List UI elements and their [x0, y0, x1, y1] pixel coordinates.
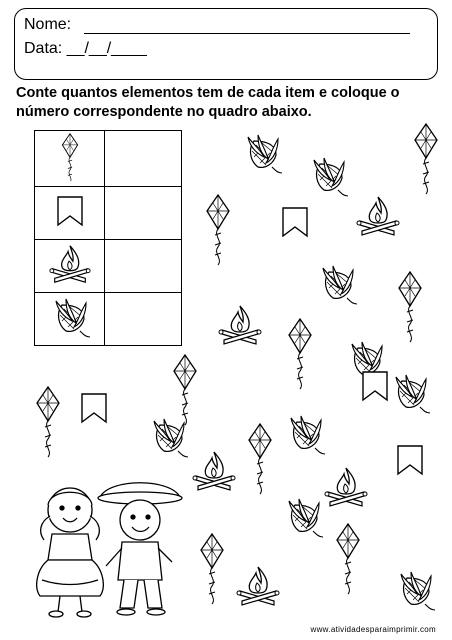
- table-icon-cell: [35, 293, 105, 346]
- kite-icon: [37, 387, 59, 457]
- instructions-text: Conte quantos elementos tem de cada item e coloque o número correspondente no quadro abaixo.: [16, 85, 400, 120]
- corn-icon: [401, 572, 435, 610]
- kite-icon: [399, 272, 421, 342]
- table-row: [35, 131, 182, 187]
- table-row: [35, 187, 182, 240]
- name-label: Nome:: [24, 16, 72, 33]
- bunting-flag-icon: [82, 394, 106, 422]
- date-label: Data: __/__/____: [24, 40, 147, 57]
- table-row: [35, 293, 182, 346]
- kite-icon: [337, 524, 359, 594]
- kite-icon: [289, 319, 311, 389]
- corn-icon: [154, 419, 188, 457]
- corn-icon: [48, 295, 92, 339]
- kite-icon: [50, 131, 90, 181]
- bonfire-icon: [219, 306, 261, 344]
- bunting-flag-icon: [398, 446, 422, 474]
- name-field[interactable]: [84, 33, 410, 34]
- kite-icon: [207, 195, 229, 265]
- kite-icon: [201, 534, 223, 604]
- answer-box-flag[interactable]: [105, 187, 182, 240]
- kite-icon: [174, 355, 196, 425]
- table-icon-cell: [35, 187, 105, 240]
- bonfire-icon: [357, 197, 399, 235]
- bonfire-icon: [47, 242, 93, 286]
- answer-box-corn[interactable]: [105, 293, 182, 346]
- watermark-text: www.atividadesparaimprimir.com: [310, 625, 436, 634]
- corn-icon: [323, 266, 357, 304]
- count-table: [34, 130, 182, 346]
- corn-icon: [352, 342, 386, 380]
- answer-box-bonfire[interactable]: [105, 240, 182, 293]
- kite-icon: [249, 424, 271, 494]
- kite-icon: [415, 124, 437, 194]
- table-icon-cell: [35, 131, 105, 187]
- boy-illustration: [98, 483, 182, 615]
- corn-icon: [291, 416, 325, 454]
- corn-icon: [314, 158, 348, 196]
- bonfire-icon: [237, 567, 279, 605]
- answer-box-kite[interactable]: [105, 131, 182, 187]
- table-icon-cell: [35, 240, 105, 293]
- bunting-flag-icon: [363, 372, 387, 400]
- bonfire-icon: [325, 468, 367, 506]
- bonfire-icon: [193, 452, 235, 490]
- bunting-flag-icon: [50, 191, 90, 231]
- bunting-flag-icon: [283, 208, 307, 236]
- girl-illustration: [37, 488, 104, 617]
- corn-icon: [248, 135, 282, 173]
- table-row: [35, 240, 182, 293]
- corn-icon: [396, 375, 430, 413]
- corn-icon: [289, 499, 323, 537]
